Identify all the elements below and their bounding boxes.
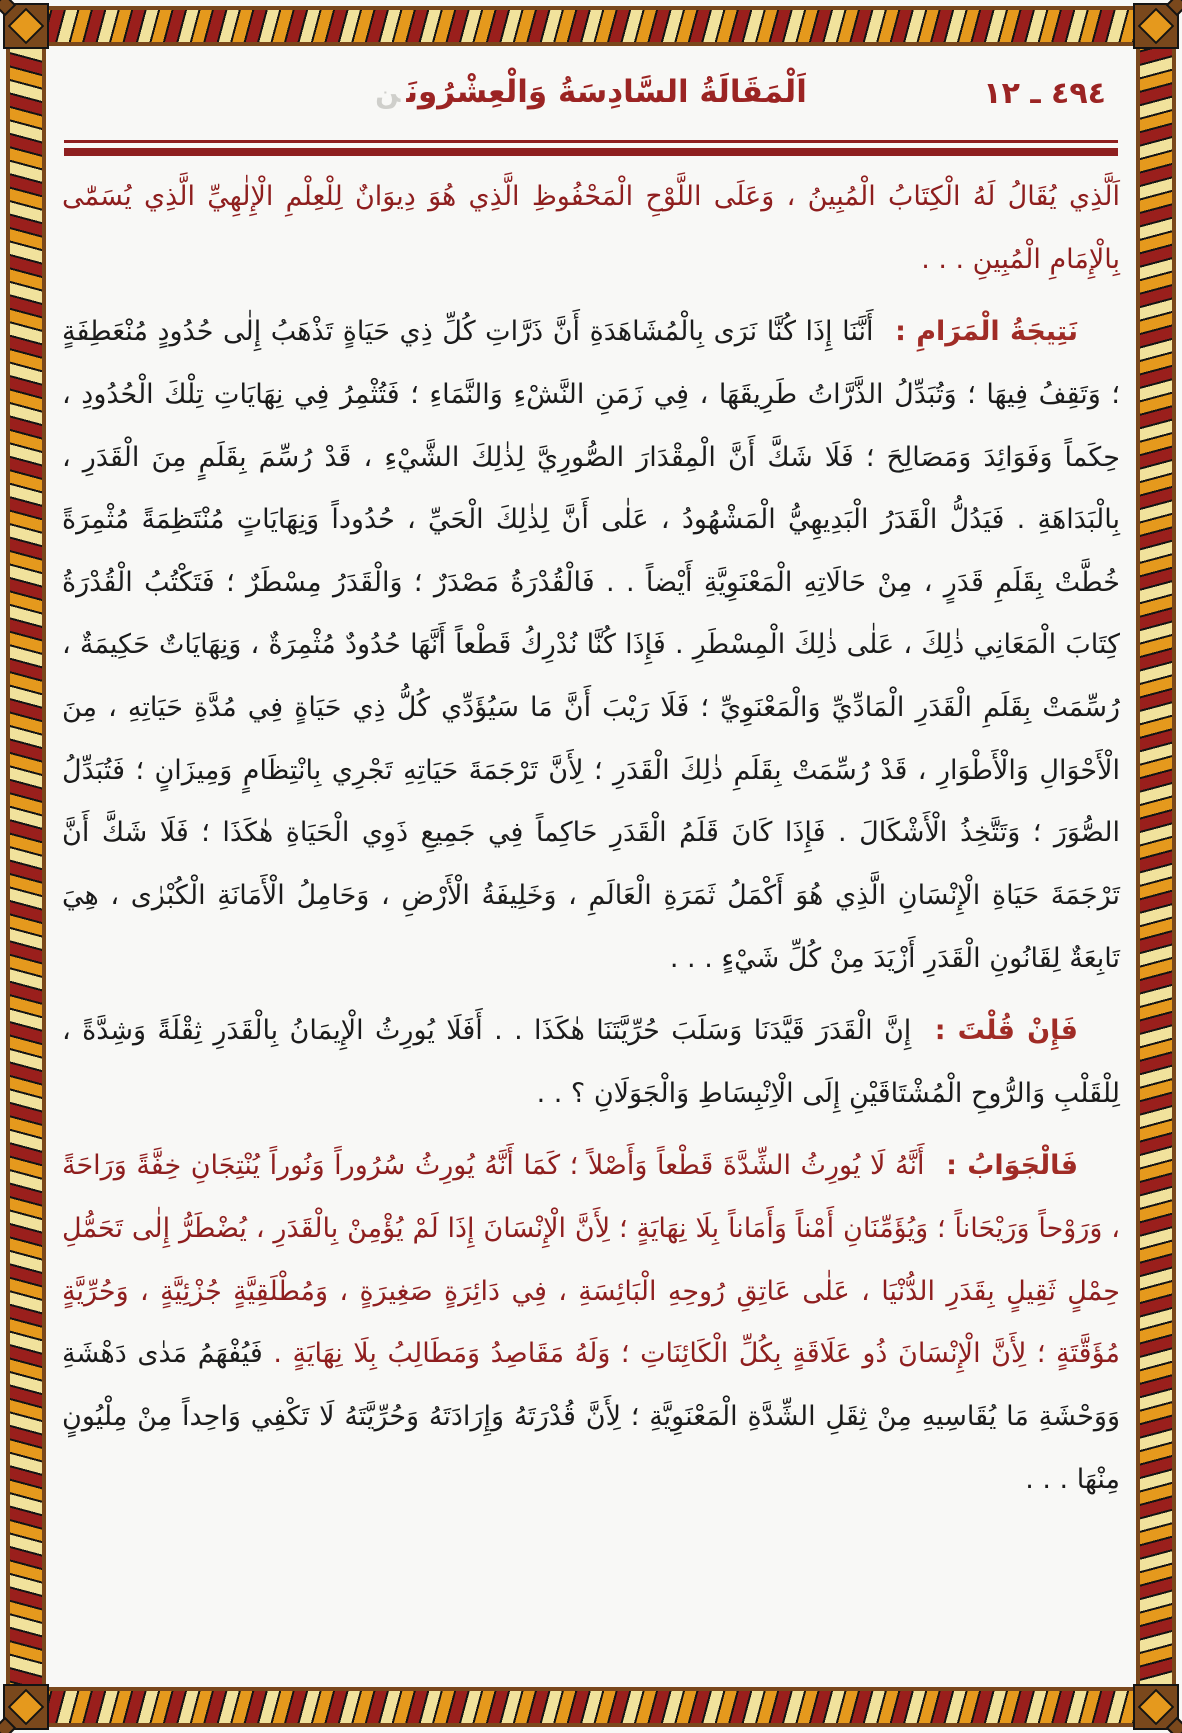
paragraph-faljawab [62, 1135, 1120, 1511]
paragraph-continuation [62, 166, 1120, 291]
ornamental-border-bottom [6, 1687, 1176, 1727]
page-content [46, 46, 1136, 1687]
border-corner-bottom-left [3, 1684, 49, 1730]
ornamental-border-right [1136, 6, 1176, 1727]
paragraph-body-faljawab-red: أَنَّهُ لَا يُورِثُ الشِّدَّةَ قَطْعاً وَأَصْلاً ؛ كَمَا أَنَّهُ يُورِثُ سُرُوراً وَنُوراً يُنْتِجَانِ خِفَّةً وَرَاحَةً ، وَرَوْحاً وَرَيْحَاناً ؛ وَيُؤَمِّنَانِ أَمْناً وَأَمَاناً بِلَا نِهَايَةٍ ؛ لِأَنَّ الْإِنْسَانَ إِذَا لَمْ يُؤْمِنْ بِالْقَدَرِ ، يُضْطَرُّ إِلٰى تَحَمُّلِ حِمْلٍ ثَقِيلٍ بِقَدَرِ الدُّنْيَا ، عَلٰى عَاتِقِ رُوحِهِ الْبَائِسَةِ ، فِي دَائِرَةٍ صَغِيرَةٍ ، وَمُطْلَقِيَّةٍ جُزْئِيَّةٍ ، وَحُرِّيَّةٍ مُؤَقَّتَةٍ ؛ لِأَنَّ الْإِنْسَانَ ذُو عَلَاقَةٍ بِكُلِّ الْكَائِنَاتِ ؛ وَلَهُ مَقَاصِدُ وَمَطَالِبُ بِلَا نِهَايَةٍ . [62, 1150, 1120, 1370]
header-divider-rule [64, 140, 1118, 156]
paragraph-body-fa-in-qulta: إِنَّ الْقَدَرَ قَيَّدَنَا وَسَلَبَ حُرِّيَّتَنَا هٰكَذَا . . أَفَلَا يُورِثُ الْإِيمَانُ بِالْقَدَرِ ثِقْلَةً وَشِدَّةً ، لِلْقَلْبِ وَالرُّوحِ الْمُشْتَاقَيْنِ إِلَى الْاِنْبِسَاطِ وَالْجَوَلَانِ ؟ . . [62, 1015, 1120, 1109]
paragraph-lead-faljawab: فَالْجَوَابُ : [946, 1150, 1078, 1182]
paragraph-natijat-almaram [62, 301, 1120, 990]
paragraph-body-faljawab-black: فَيُفْهَمُ مَدٰى دَهْشَةِ وَوَحْشَةِ مَا يُقَاسِيهِ مِنْ ثِقَلِ الشِّدَّةِ الْمَعْنَوِيَّةِ ؛ لِأَنَّ قُدْرَتَهُ وَإِرَادَتَهُ وَحُرِّيَّتَهُ لَا تَكْفِي وَاحِداً مِنْ مِلْيُونٍ مِنْهَا . . . [62, 1338, 1120, 1495]
paragraph-fa-in-qulta [62, 1000, 1120, 1125]
paragraph-lead-natijat-almaram: نَتِيجَةُ الْمَرَامِ : [895, 316, 1078, 348]
border-corner-bottom-right [1133, 1684, 1179, 1730]
border-corner-top-left [3, 3, 49, 49]
ornamental-border-left [6, 6, 46, 1727]
paragraph-body-natijat-almaram: أَنَّنَا إِذَا كُنَّا نَرَى بِالْمُشَاهَدَةِ أَنَّ ذَرَّاتِ كُلِّ ذِي حَيَاةٍ تَذْهَبُ إِلٰى حُدُودٍ مُنْعَطِفَةٍ ؛ وَتَقِفُ فِيهَا ؛ وَتُبَدِّلُ الذَّرَّاتُ طَرِيقَهَا ، فِي زَمَنِ النَّشْءِ وَالنَّمَاءِ ؛ فَتُثْمِرُ فِي نِهَايَاتِ تِلْكَ الْحُدُودِ ، حِكَماً وَفَوَائِدَ وَمَصَالِحَ ؛ فَلَا شَكَّ أَنَّ الْمِقْدَارَ الصُّورِيَّ لِذٰلِكَ الشَّيْءِ ، قَدْ رُسِّمَ بِقَلَمٍ مِنَ الْقَدَرِ ، بِالْبَدَاهَةِ . فَيَدُلُّ الْقَدَرُ الْبَدِيهِيُّ الْمَشْهُودُ ، عَلٰى أَنَّ لِذٰلِكَ الْحَيِّ ، حُدُوداً وَنِهَايَاتٍ مُنْتَظِمَةً مُثْمِرَةً خُطَّتْ بِقَلَمِ قَدَرٍ ، مِنْ حَالَاتِهِ الْمَعْنَوِيَّةِ أَيْضاً . . فَالْقُدْرَةُ مَصْدَرٌ ؛ وَالْقَدَرُ مِسْطَرٌ ؛ فَتَكْتُبُ الْقُدْرَةُ كِتَابَ الْمَعَانِي ذٰلِكَ ، عَلٰى ذٰلِكَ الْمِسْطَرِ . فَإِذَا كُنَّا نُدْرِكُ قَطْعاً أَنَّهَا حُدُودٌ مُثْمِرَةٌ ، وَنِهَايَاتٌ حَكِيمَةٌ ، رُسِّمَتْ بِقَلَمِ الْقَدَرِ الْمَادِّيِّ وَالْمَعْنَوِيِّ ؛ فَلَا رَيْبَ أَنَّ مَا سَيُؤَدِّي كُلُّ ذِي حَيَاةٍ فِي مُدَّةِ حَيَاتِهِ ، مِنَ الْأَحْوَالِ وَالْأَطْوَارِ ، قَدْ رُسِّمَتْ بِقَلَمِ ذٰلِكَ الْقَدَرِ ؛ لِأَنَّ تَرْجَمَةَ حَيَاتِهِ تَجْرِي بِانْتِظَامٍ وَمِيزَانٍ ؛ فَتُبَدِّلُ الصُّوَرَ ؛ وَتَتَّخِذُ الْأَشْكَالَ . فَإِذَا كَانَ قَلَمُ الْقَدَرِ حَاكِماً فِي جَمِيعِ ذَوِي الْحَيَاةِ هٰكَذَا ؛ فَلَا شَكَّ أَنَّ تَرْجَمَةَ حَيَاةِ الْإِنْسَانِ الَّذِي هُوَ أَكْمَلُ ثَمَرَةِ الْعَالَمِ ، وَخَلِيفَةُ الْأَرْضِ ، وَحَامِلُ الْأَمَانَةِ الْكُبْرٰى ، هِيَ تَابِعَةٌ لِقَانُونِ الْقَدَرِ أَزْيَدَ مِنْ كُلِّ شَيْءٍ . . . [62, 316, 1120, 974]
border-corner-top-right [1133, 3, 1179, 49]
title-ornament-glyph: ن [375, 76, 401, 109]
ornamental-border-top [6, 6, 1176, 46]
page-header [62, 60, 1120, 138]
page-title [62, 60, 1120, 110]
page-title-text: اَلْمَقَالَةُ السَّادِسَةُ وَالْعِشْرُونَ [406, 74, 807, 110]
page-number: ١٢ ـ ٤٩٤ [983, 76, 1106, 111]
body-text [62, 166, 1120, 1511]
paragraph-continuation-text: اَلَّذِي يُقَالُ لَهُ الْكِتَابُ الْمُبِينُ ، وَعَلَى اللَّوْحِ الْمَحْفُوظِ الَّذِي هُوَ دِيوَانٌ لِلْعِلْمِ الْإِلٰهِيِّ الَّذِي يُسَمّٰى بِالْإِمَامِ الْمُبِينِ . . . [62, 181, 1120, 275]
paragraph-lead-fa-in-qulta: فَإِنْ قُلْتَ : [934, 1015, 1078, 1047]
